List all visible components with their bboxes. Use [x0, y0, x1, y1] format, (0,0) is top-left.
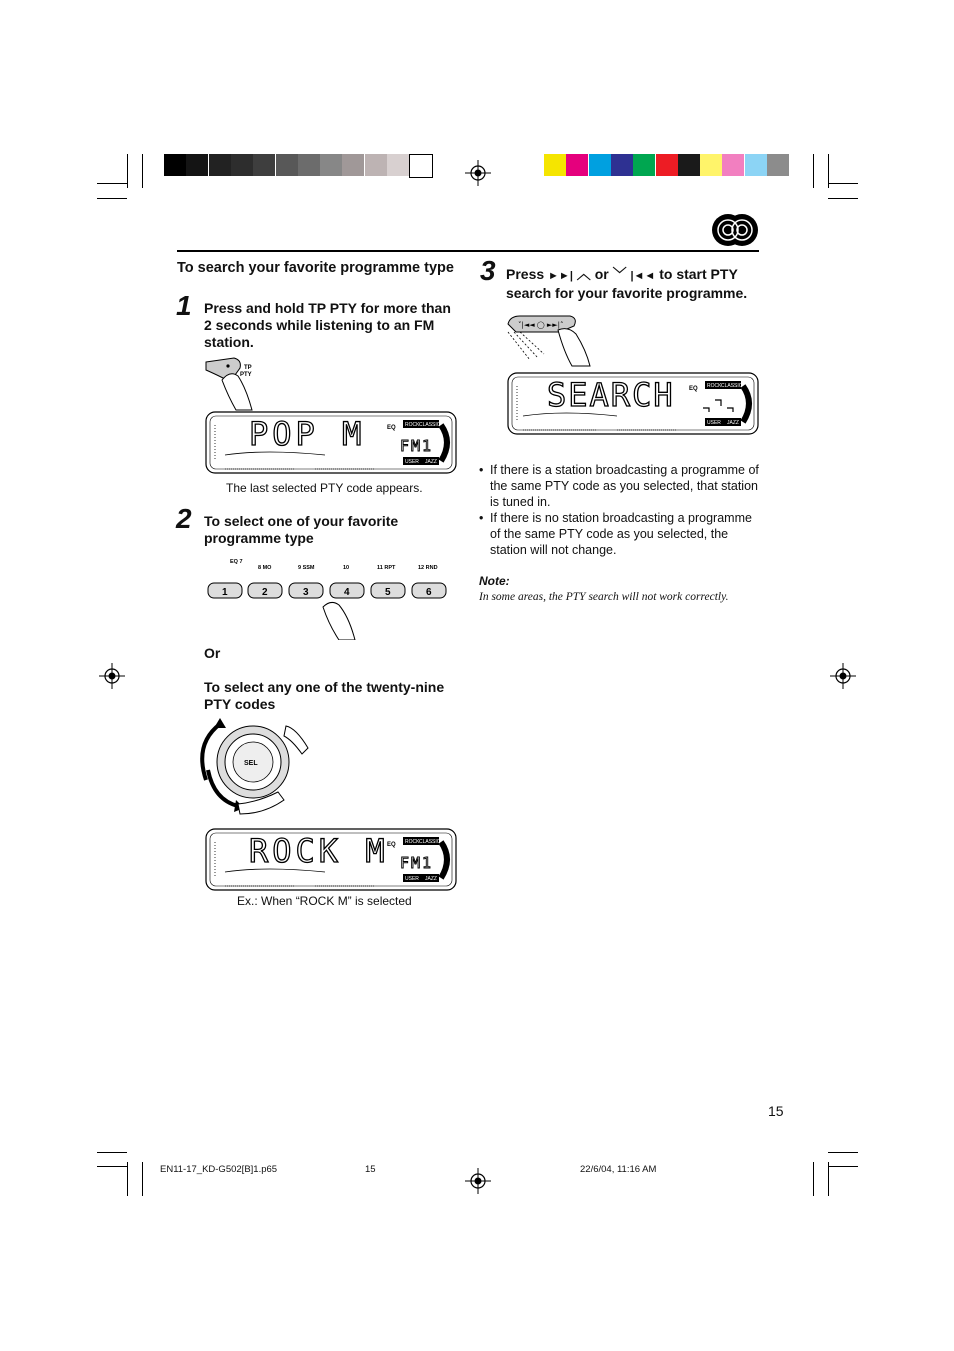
- lcd-band-text: FM1: [400, 854, 434, 872]
- svg-text:CLASSIC: CLASSIC: [419, 839, 441, 845]
- or-text: Or: [204, 645, 221, 661]
- note-text: In some areas, the PTY search will not work correctly.: [479, 591, 729, 603]
- svg-text:JAZZ: JAZZ: [425, 459, 437, 465]
- lcd-main-text: SEARCH: [547, 376, 675, 414]
- svg-text:˅|◄◄ ◯ ►►|˄: ˅|◄◄ ◯ ►►|˄: [518, 321, 564, 329]
- sel-dial-illustration: [198, 718, 313, 820]
- color-swatch: [589, 154, 611, 176]
- seek-button-illustration: [500, 310, 595, 368]
- step-2-alt-text: To select any one of the twenty-nine PTY codes: [204, 679, 445, 712]
- lcd-display-search: [507, 372, 759, 435]
- grayscale-swatch: [365, 154, 387, 176]
- preset-top-label: 9 SSM: [298, 565, 315, 571]
- preset-top-label: 8 MO: [258, 565, 272, 571]
- svg-text:EQ: EQ: [689, 386, 698, 392]
- preset-button-5: 5: [385, 587, 391, 598]
- grayscale-swatch: [164, 154, 186, 176]
- lcd-display-rock-m: [205, 828, 457, 891]
- note-title: Note:: [479, 574, 510, 588]
- svg-text:USER: USER: [405, 459, 419, 465]
- color-swatch: [678, 154, 700, 176]
- svg-text:USER: USER: [707, 420, 721, 426]
- radio-wave-logo-icon: [711, 212, 759, 248]
- svg-text:JAZZ: JAZZ: [425, 876, 437, 882]
- skip-back-icon: |◄◄: [630, 270, 656, 282]
- svg-text:ROCK: ROCK: [405, 839, 420, 845]
- svg-text:EQ: EQ: [387, 425, 396, 431]
- step-2-number: 2: [176, 503, 192, 534]
- color-swatch: [656, 154, 678, 176]
- step-2-text: To select one of your favorite programme type: [204, 513, 399, 546]
- preset-button-3: 3: [303, 587, 309, 598]
- color-swatch: [700, 154, 722, 176]
- skip-forward-icon: ►►|: [548, 270, 573, 282]
- footer-date: 22/6/04, 11:16 AM: [580, 1164, 657, 1175]
- grayscale-swatch: [186, 154, 208, 176]
- tp-label: TP: [244, 365, 252, 371]
- pty-label: PTY: [240, 372, 252, 378]
- step-1-caption: The last selected PTY code appears.: [226, 481, 423, 495]
- page-number: 15: [768, 1103, 784, 1119]
- tp-pty-button-illustration: [200, 356, 280, 412]
- grayscale-swatch: [342, 154, 364, 176]
- color-swatch: [722, 154, 744, 176]
- registration-mark-top: [465, 160, 491, 186]
- color-swatch: [566, 154, 588, 176]
- svg-text:ROCK: ROCK: [405, 422, 420, 428]
- up-chevron-icon: ︿: [576, 266, 591, 282]
- bullet-item: • If there is no station broadcasting a programme of the same PTY code as you selected, the station will not change.: [479, 510, 759, 558]
- preset-button-4: 4: [344, 587, 350, 598]
- svg-text:EQ: EQ: [387, 842, 396, 848]
- header-rule: [177, 250, 759, 252]
- step-1-text: Press and hold TP PTY for more than 2 seconds while listening to an FM station.: [204, 300, 451, 350]
- footer-file: EN11-17_KD-G502[B]1.p65: [160, 1164, 278, 1175]
- grayscale-swatch: [209, 154, 231, 176]
- registration-mark-left: [99, 663, 125, 689]
- bullet-item: • If there is a station broadcasting a programme of the same PTY code as you selected, that station is tuned in.: [479, 462, 759, 510]
- svg-text:USER: USER: [405, 876, 419, 882]
- lcd-main-text: POP M: [249, 415, 366, 453]
- down-chevron-icon: ﹀: [612, 266, 627, 282]
- color-swatch: [544, 154, 566, 176]
- preset-button-6: 6: [426, 587, 432, 598]
- section-title: To search your favorite programme type: [177, 260, 454, 276]
- registration-mark-right: [830, 663, 856, 689]
- svg-text:ROCK: ROCK: [707, 383, 722, 389]
- bullet-list: [479, 462, 759, 558]
- color-swatch: [767, 154, 789, 176]
- step-3-number: 3: [480, 255, 496, 286]
- grayscale-swatch: [231, 154, 253, 176]
- svg-text:JAZZ: JAZZ: [727, 420, 739, 426]
- step-3-text: Press ►►| ︿ or ﹀ |◄◄ to start PTY search for your favorite programme.: [506, 266, 748, 301]
- svg-text:CLASSIC: CLASSIC: [419, 422, 441, 428]
- color-swatch: [611, 154, 633, 176]
- preset-button-2: 2: [262, 587, 268, 598]
- sel-label: SEL: [244, 760, 258, 767]
- lcd-band-text: FM1: [400, 437, 434, 455]
- lcd-display-pop-m: [205, 411, 457, 474]
- lcd-main-text: ROCK M: [249, 832, 389, 870]
- preset-buttons-illustration: [205, 555, 455, 640]
- grayscale-swatch: [276, 154, 298, 176]
- step-2-caption: Ex.: When “ROCK M” is selected: [237, 894, 412, 908]
- preset-top-label: 12 RND: [418, 565, 438, 571]
- preset-top-label: 11 RPT: [377, 565, 396, 571]
- grayscale-swatch: [298, 154, 320, 176]
- grayscale-swatch: [320, 154, 342, 176]
- svg-text:CLASSIC: CLASSIC: [721, 383, 743, 389]
- color-swatch: [745, 154, 767, 176]
- color-swatch: [633, 154, 655, 176]
- step-1-number: 1: [176, 290, 192, 321]
- preset-top-label: 10: [343, 565, 350, 571]
- registration-mark-bottom: [465, 1168, 491, 1194]
- preset-top-label: EQ 7: [230, 559, 243, 565]
- grayscale-swatch: [387, 154, 409, 176]
- footer-page: 15: [365, 1164, 376, 1175]
- grayscale-swatch: [409, 154, 433, 178]
- grayscale-swatch: [253, 154, 275, 176]
- preset-button-1: 1: [222, 587, 228, 598]
